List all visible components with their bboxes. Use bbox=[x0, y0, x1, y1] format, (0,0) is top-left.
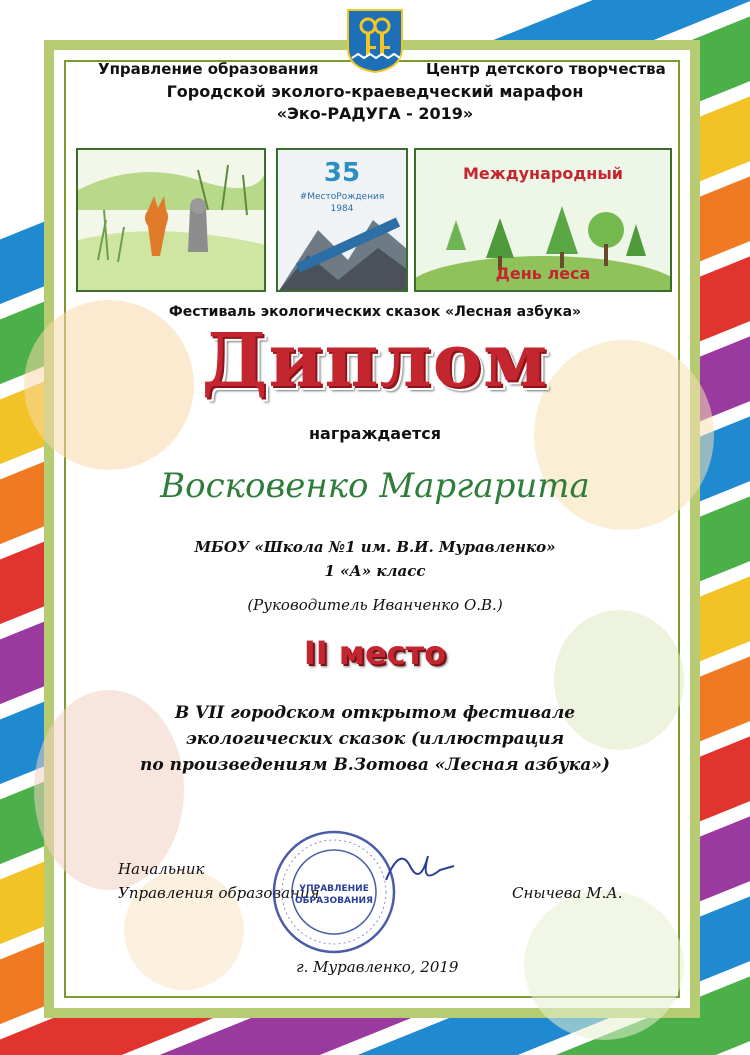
badge-number: 35 bbox=[323, 158, 361, 188]
award-line: по произведениям В.Зотова «Лесная азбука») bbox=[140, 755, 610, 775]
decor-blob bbox=[524, 890, 684, 1040]
supervisor: (Руководитель Иванченко О.В.) bbox=[247, 596, 503, 614]
official-stamp bbox=[270, 828, 398, 956]
diploma-title: Диплом bbox=[201, 318, 549, 404]
header-marathon: Городской эколого-краеведческий марафон bbox=[166, 82, 584, 101]
birthplace-badge-image bbox=[276, 148, 408, 292]
grade: 1 «А» класс bbox=[324, 562, 426, 580]
stamp-text-line2: ОБРАЗОВАНИЯ bbox=[295, 896, 373, 906]
place-award: II место bbox=[303, 634, 447, 672]
city-coat-of-arms-icon bbox=[346, 8, 404, 74]
festival-title: Фестиваль экологических сказок «Лесная азбука» bbox=[168, 304, 582, 320]
place-and-date: г. Муравленко, 2019 bbox=[296, 958, 459, 976]
header-right-org: Центр детского творчества bbox=[426, 60, 666, 78]
awarded-label: награждается bbox=[309, 424, 441, 443]
badge-hashtag: #МестоРождения bbox=[299, 192, 385, 202]
signatory-title-line2: Управления образования bbox=[118, 884, 320, 902]
stamp-text-line1: УПРАВЛЕНИЕ bbox=[299, 884, 369, 894]
header-left-org: Управление образования bbox=[98, 60, 319, 78]
award-line: В VII городском открытом фестивале bbox=[174, 703, 576, 723]
signatory-name: Снычева М.А. bbox=[512, 884, 623, 902]
header-event: «Эко-РАДУГА - 2019» bbox=[276, 104, 474, 123]
award-line: экологических сказок (иллюстрация bbox=[185, 729, 565, 749]
school-name: МБОУ «Школа №1 им. В.И. Муравленко» bbox=[194, 538, 556, 556]
recipient-name: Восковенко Маргарита bbox=[160, 466, 590, 506]
forest-day-image bbox=[414, 148, 672, 292]
childrens-drawing-image bbox=[76, 148, 266, 292]
forest-day-line2: День леса bbox=[495, 264, 591, 283]
forest-day-line1: Международный bbox=[463, 164, 623, 183]
badge-year: 1984 bbox=[330, 204, 354, 214]
signatory-title-line1: Начальник bbox=[118, 860, 205, 878]
award-description bbox=[0, 700, 750, 778]
